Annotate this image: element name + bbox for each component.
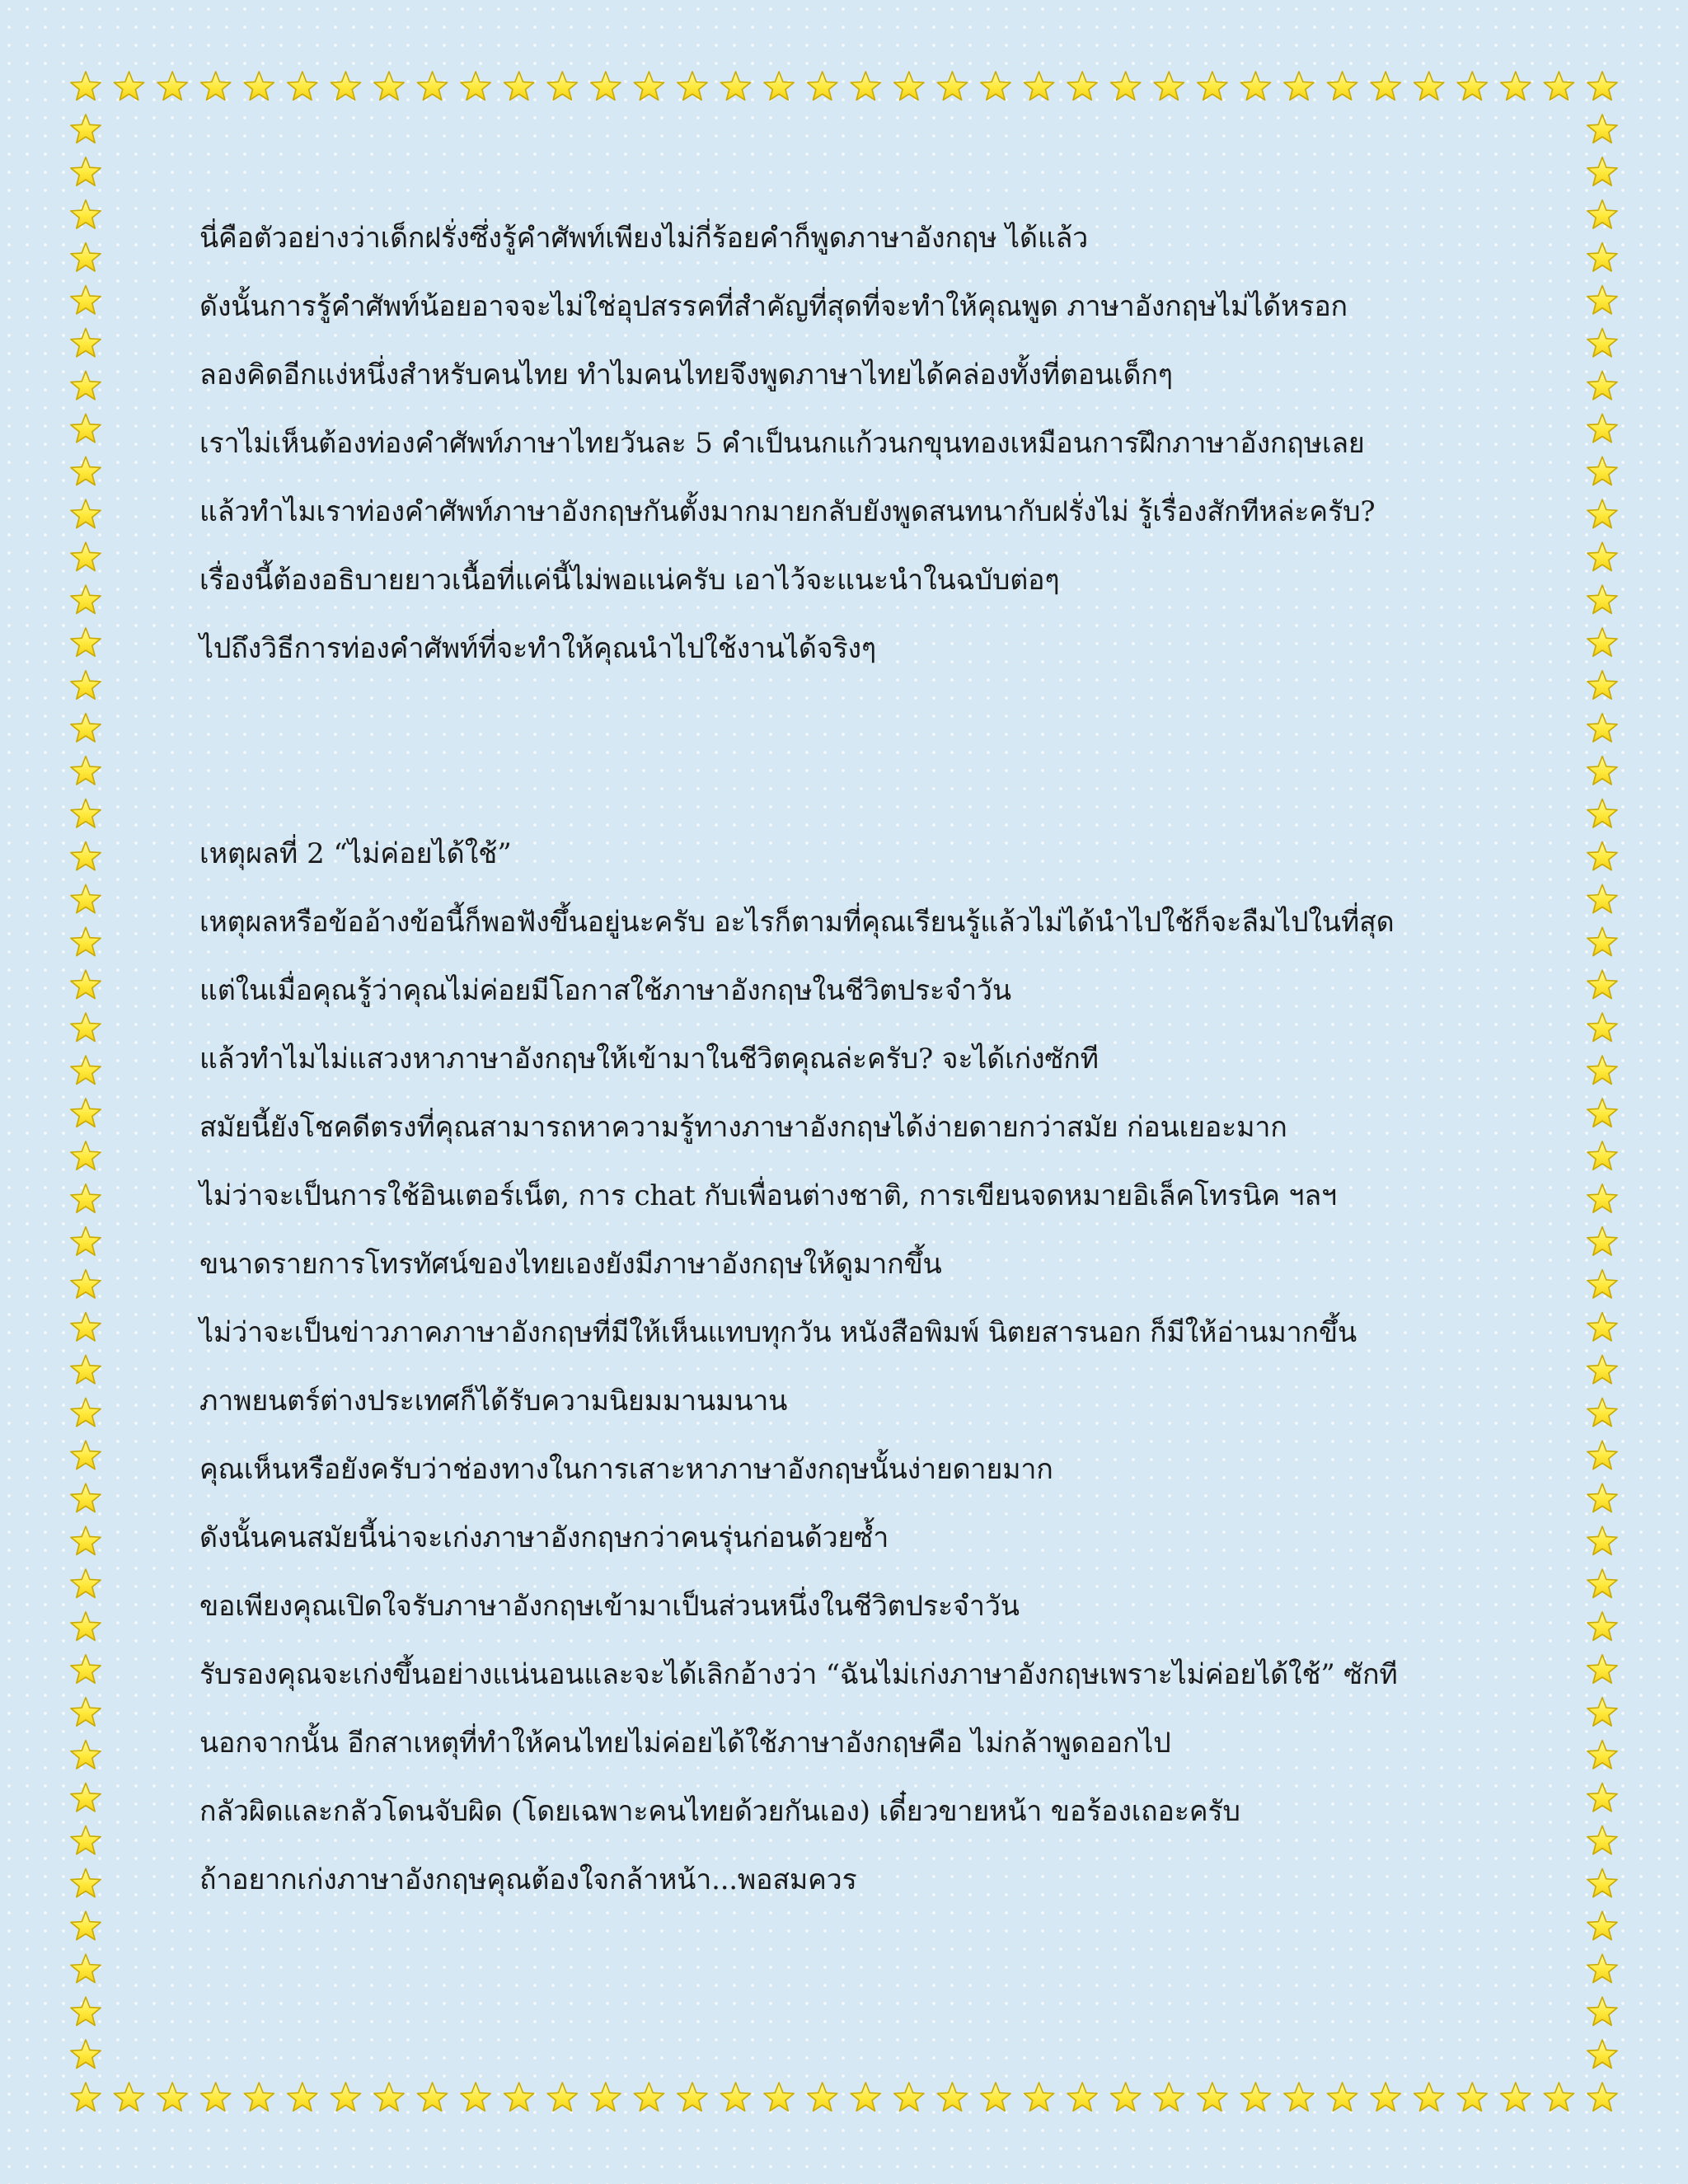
text-line: ไปถึงวิธีการท่องคำศัพท์ที่จะทำให้คุณนำไปใช้งานได้จริงๆ (199, 632, 876, 665)
star-icon (1587, 1612, 1617, 1640)
star-icon (981, 72, 1010, 100)
star-icon (1457, 72, 1487, 100)
star-icon (71, 1954, 101, 1982)
text-line: เราไม่เห็นต้องท่องคำศัพท์ภาษาไทยวันละ 5 คำเป็นนกแก้วนกขุนทองเหมือนการฝึกภาษาอังกฤษเลย (199, 427, 1365, 460)
star-icon (1501, 2083, 1531, 2111)
star-icon (71, 757, 101, 785)
star-icon (1587, 970, 1617, 998)
star-icon (1414, 2083, 1444, 2111)
star-icon (71, 542, 101, 570)
star-icon (1587, 1655, 1617, 1683)
star-icon (288, 2083, 317, 2111)
star-icon (1154, 2083, 1184, 2111)
star-icon (71, 1398, 101, 1426)
text-line: ภาพยนตร์ต่างประเทศก็ได้รับความนิยมมานมนาน (199, 1385, 788, 1418)
star-icon (1587, 328, 1617, 356)
text-line: แล้วทำไมไม่แสวงหาภาษาอังกฤษให้เข้ามาในชีวิตคุณล่ะครับ? จะได้เก่งซักที (199, 1043, 1099, 1076)
star-icon (71, 1441, 101, 1469)
star-icon (1587, 628, 1617, 656)
star-icon (115, 72, 144, 100)
star-icon (244, 72, 274, 100)
star-icon (547, 72, 577, 100)
star-icon (71, 1783, 101, 1811)
star-icon (1587, 1355, 1617, 1383)
star-icon (71, 927, 101, 955)
star-icon (1587, 1441, 1617, 1469)
star-icon (1457, 2083, 1487, 2111)
star-icon (71, 1741, 101, 1769)
star-icon (1025, 2083, 1054, 2111)
star-icon (1587, 1313, 1617, 1341)
star-icon (1544, 2083, 1573, 2111)
star-icon (504, 72, 534, 100)
star-icon (1587, 1826, 1617, 1854)
star-icon (71, 1013, 101, 1041)
text-line: แต่ในเมื่อคุณรู้ว่าคุณไม่ค่อยมีโอกาสใช้ภาษาอังกฤษในชีวิตประจำวัน (199, 974, 1011, 1007)
text-line: กลัวผิดและกลัวโดนจับผิด (โดยเฉพาะคนไทยด้วยกันเอง) เดี๋ยวขายหน้า ขอร้องเถอะครับ (199, 1795, 1240, 1828)
star-icon (1587, 1698, 1617, 1726)
star-icon (1587, 157, 1617, 185)
star-icon (1198, 72, 1227, 100)
text-line: แล้วทำไมเราท่องคำศัพท์ภาษาอังกฤษกันตั้งมากมายกลับยังพูดสนทนากับฝรั่งไม่ รู้เรื่องสักทีหล่ะครับ? (199, 495, 1376, 528)
star-icon (374, 2083, 404, 2111)
star-icon (1587, 200, 1617, 228)
star-icon (71, 1056, 101, 1084)
star-icon (1587, 72, 1617, 100)
star-icon (1284, 2083, 1314, 2111)
star-icon (1587, 585, 1617, 613)
star-icon (1067, 72, 1097, 100)
star-icon (1025, 72, 1054, 100)
star-icon (1587, 1141, 1617, 1169)
star-icon (71, 499, 101, 527)
text-line: ลองคิดอีกแง่หนึ่งสำหรับคนไทย ทำไมคนไทยจึงพูดภาษาไทยได้คล่องทั้งที่ตอนเด็กๆ (199, 359, 1173, 391)
star-icon (937, 2083, 967, 2111)
star-icon (71, 1826, 101, 1854)
star-icon (1587, 1270, 1617, 1298)
star-icon (71, 671, 101, 699)
star-icon (71, 371, 101, 399)
star-icon (1587, 841, 1617, 869)
star-icon (1587, 115, 1617, 143)
star-icon (71, 72, 101, 100)
text-line: ดังนั้นการรู้คำศัพท์น้อยอาจจะไม่ใช่อุปสรรคที่สำคัญที่สุดที่จะทำให้คุณพูด ภาษาอังกฤษไม่ได้หรอก (199, 290, 1348, 323)
star-icon (1154, 72, 1184, 100)
star-icon (1587, 1056, 1617, 1084)
star-icon (721, 2083, 751, 2111)
star-icon (71, 714, 101, 742)
star-icon (71, 1313, 101, 1341)
star-icon (71, 414, 101, 442)
star-icon (591, 2083, 621, 2111)
star-icon (851, 2083, 880, 2111)
star-icon (71, 1911, 101, 1939)
star-icon (721, 72, 751, 100)
star-icon (71, 628, 101, 656)
star-icon (71, 200, 101, 228)
star-icon (71, 157, 101, 185)
star-icon (71, 2040, 101, 2068)
star-icon (634, 2083, 663, 2111)
star-icon (71, 286, 101, 314)
star-icon (71, 1270, 101, 1298)
star-icon (71, 585, 101, 613)
star-icon (808, 2083, 837, 2111)
star-icon (201, 2083, 231, 2111)
star-icon (634, 72, 663, 100)
text-line: เรื่องนี้ต้องอธิบายยาวเนื้อที่แค่นี้ไม่พอแน่ครับ เอาไว้จะแนะนำในฉบับต่อๆ (199, 564, 1060, 597)
star-icon (851, 72, 880, 100)
star-icon (71, 1227, 101, 1255)
star-icon (288, 72, 317, 100)
star-icon (71, 2083, 101, 2111)
star-icon (1587, 2040, 1617, 2068)
star-icon (764, 2083, 794, 2111)
star-icon (1587, 286, 1617, 314)
document-body (199, 204, 1551, 1915)
star-icon (418, 72, 448, 100)
star-icon (331, 72, 360, 100)
star-icon (71, 457, 101, 485)
star-icon (1587, 1569, 1617, 1597)
star-icon (1414, 72, 1444, 100)
star-icon (71, 1099, 101, 1127)
text-line: ดังนั้นคนสมัยนี้น่าจะเก่งภาษาอังกฤษกว่าคนรุ่นก่อนด้วยซ้ำ (199, 1521, 889, 1554)
star-icon (71, 1569, 101, 1597)
star-icon (1067, 2083, 1097, 2111)
star-icon (1587, 927, 1617, 955)
star-icon (1587, 714, 1617, 742)
star-icon (71, 1355, 101, 1383)
star-icon (764, 72, 794, 100)
star-icon (1284, 72, 1314, 100)
star-icon (71, 1483, 101, 1511)
star-icon (1240, 72, 1270, 100)
star-icon (1240, 2083, 1270, 2111)
star-icon (1587, 1483, 1617, 1511)
paragraph-vocabulary (199, 204, 1551, 683)
star-icon (808, 72, 837, 100)
star-icon (1371, 72, 1400, 100)
star-icon (1587, 1526, 1617, 1554)
star-icon (1587, 499, 1617, 527)
star-icon (1587, 1227, 1617, 1255)
star-icon (1328, 72, 1357, 100)
star-icon (678, 72, 707, 100)
star-icon (1587, 1013, 1617, 1041)
text-line: ขนาดรายการโทรทัศน์ของไทยเองยังมีภาษาอังกฤษให้ดูมากขึ้น (199, 1248, 942, 1281)
text-line: คุณเห็นหรือยังครับว่าช่องทางในการเสาะหาภาษาอังกฤษนั้นง่ายดายมาก (199, 1453, 1053, 1486)
star-icon (894, 2083, 924, 2111)
paragraph-rarely-used (199, 888, 1551, 1915)
star-icon (1544, 72, 1573, 100)
star-icon (71, 328, 101, 356)
star-icon (418, 2083, 448, 2111)
star-icon (71, 1997, 101, 2025)
star-icon (1587, 371, 1617, 399)
text-line: รับรองคุณจะเก่งขึ้นอย่างแน่นอนและจะได้เลิกอ้างว่า “ฉันไม่เก่งภาษาอังกฤษเพราะไม่ค่อยได้ใช้” ซักที (199, 1658, 1398, 1691)
star-icon (461, 72, 490, 100)
star-icon (1587, 1184, 1617, 1212)
star-icon (591, 72, 621, 100)
star-icon (1501, 72, 1531, 100)
star-icon (1587, 1099, 1617, 1127)
star-icon (157, 2083, 187, 2111)
text-line: ไม่ว่าจะเป็นข่าวภาคภาษาอังกฤษที่มีให้เห็นแทบทุกวัน หนังสือพิมพ์ นิตยสารนอก ก็มีให้อ่านมากขึ้น (199, 1316, 1357, 1349)
text-line: เหตุผลหรือข้ออ้างข้อนี้ก็พอฟังขึ้นอยู่นะครับ อะไรก็ตามที่คุณเรียนรู้แล้วไม่ได้นำไปใช้ก็จะลืมไปในที่สุด (199, 906, 1395, 939)
star-icon (678, 2083, 707, 2111)
star-icon (1587, 671, 1617, 699)
star-icon (1587, 757, 1617, 785)
text-line: ไม่ว่าจะเป็นการใช้อินเตอร์เน็ต, การ chat กับเพื่อนต่างชาติ, การเขียนจดหมายอิเล็คโทรนิค ฯลฯ (199, 1179, 1337, 1212)
star-icon (1198, 2083, 1227, 2111)
star-icon (1111, 2083, 1141, 2111)
star-icon (71, 243, 101, 271)
star-icon (71, 1698, 101, 1726)
star-icon (71, 970, 101, 998)
star-icon (374, 72, 404, 100)
star-icon (1371, 2083, 1400, 2111)
star-icon (71, 799, 101, 827)
star-icon (71, 1612, 101, 1640)
star-icon (1587, 1997, 1617, 2025)
star-icon (71, 1655, 101, 1683)
star-icon (201, 72, 231, 100)
star-icon (71, 1184, 101, 1212)
text-line: ขอเพียงคุณเปิดใจรับภาษาอังกฤษเข้ามาเป็นส่วนหนึ่งในชีวิตประจำวัน (199, 1590, 1020, 1623)
star-icon (461, 2083, 490, 2111)
star-icon (1587, 542, 1617, 570)
star-icon (1587, 1741, 1617, 1769)
text-line: ถ้าอยากเก่งภาษาอังกฤษคุณต้องใจกล้าหน้า...พอสมควร (199, 1863, 857, 1896)
star-icon (1587, 799, 1617, 827)
star-icon (71, 1526, 101, 1554)
star-icon (244, 2083, 274, 2111)
star-icon (71, 1868, 101, 1896)
star-icon (1587, 884, 1617, 912)
star-icon (115, 2083, 144, 2111)
star-icon (504, 2083, 534, 2111)
star-icon (547, 2083, 577, 2111)
star-icon (331, 2083, 360, 2111)
text-line: สมัยนี้ยังโชคดีตรงที่คุณสามารถหาความรู้ทางภาษาอังกฤษได้ง่ายดายกว่าสมัย ก่อนเยอะมาก (199, 1111, 1287, 1144)
star-icon (1587, 2083, 1617, 2111)
star-icon (1587, 243, 1617, 271)
star-icon (1587, 1398, 1617, 1426)
star-icon (1111, 72, 1141, 100)
section-heading: เหตุผลที่ 2 “ไม่ค่อยได้ใช้” (199, 837, 512, 870)
star-icon (71, 115, 101, 143)
star-icon (1587, 1868, 1617, 1896)
text-line: นอกจากนั้น อีกสาเหตุที่ทำให้คนไทยไม่ค่อยได้ใช้ภาษาอังกฤษคือ ไม่กล้าพูดออกไป (199, 1727, 1171, 1760)
star-icon (894, 72, 924, 100)
star-icon (157, 72, 187, 100)
text-line: นี่คือตัวอย่างว่าเด็กฝรั่งซึ่งรู้คำศัพท์เพียงไม่กี่ร้อยคำก็พูดภาษาอังกฤษ ได้แล้ว (199, 222, 1089, 255)
star-icon (1587, 457, 1617, 485)
star-icon (71, 1141, 101, 1169)
star-icon (1587, 1911, 1617, 1939)
star-icon (981, 2083, 1010, 2111)
star-icon (1328, 2083, 1357, 2111)
star-icon (937, 72, 967, 100)
star-icon (1587, 1954, 1617, 1982)
star-icon (71, 884, 101, 912)
star-icon (1587, 1783, 1617, 1811)
star-icon (1587, 414, 1617, 442)
star-icon (71, 841, 101, 869)
